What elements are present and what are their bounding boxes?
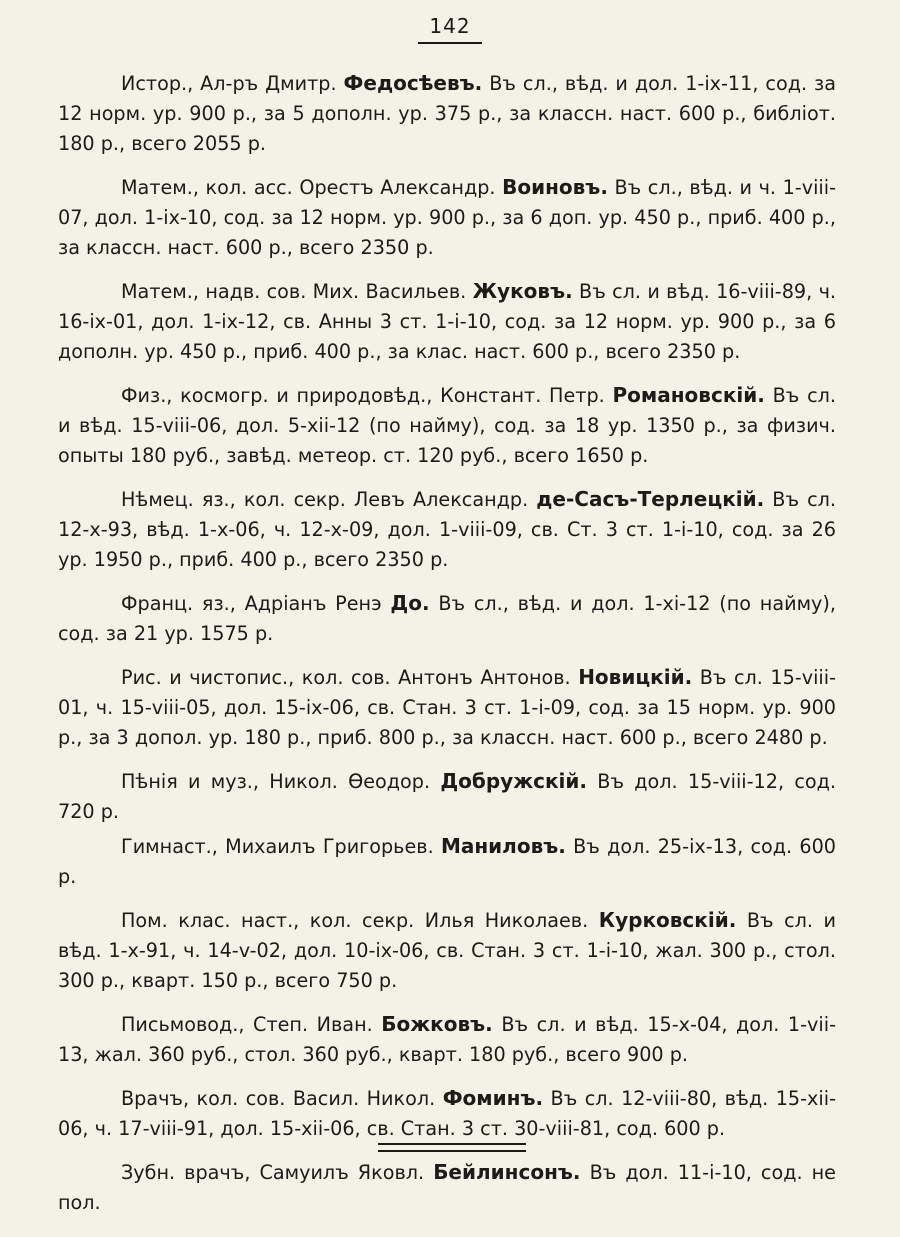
staff-entry: Врачъ, кол. сов. Васил. Никол. Фоминъ. Въ сл. 12-viii-80, вѣд. 15-xii-06, ч. 17-viii-91, дол. 15-xii-06, св. Стан. 3 ст. 30-viii-81, сод. 600 р. (58, 1086, 836, 1140)
staff-surname: Воиновъ. (502, 175, 608, 199)
staff-entry: Физ., космогр. и природовѣд., Констант. Петр. Романовскій. Въ сл. и вѣд. 15-viii-06, дол. 5-xii-12 (по найму), сод. за 18 ур. 1350 р., за физич. опыты 180 руб., завѣд. метеор. ст. 120 руб., всего 1650 р. (58, 383, 836, 467)
staff-surname: Жуковъ. (472, 279, 573, 303)
staff-surname: Бейлинсонъ. (433, 1160, 581, 1184)
staff-surname: Божковъ. (381, 1012, 493, 1036)
staff-surname: До. (390, 591, 430, 615)
page-number: 142 (429, 14, 471, 38)
staff-list (58, 68, 836, 1237)
staff-entry: Зубн. врачъ, Самуилъ Яковл. Бейлинсонъ. Въ дол. 11-i-10, сод. не пол. (58, 1160, 836, 1214)
staff-entry: Гимнаст., Михаилъ Григорьев. Маниловъ. Въ дол. 25-ix-13, сод. 600 р. (58, 834, 836, 888)
staff-entry: Матем., кол. асс. Орестъ Александр. Воиновъ. Въ сл., вѣд. и ч. 1-viii-07, дол. 1-ix-10, сод. за 12 норм. ур. 900 р., за 6 доп. ур. 450 р., приб. 400 р., за классн. наст. 600 р., всего 2350 р. (58, 175, 837, 259)
staff-surname: Добружскій. (440, 769, 588, 793)
staff-entry: Истор., Ал-ръ Дмитр. Федосѣевъ. Въ сл., вѣд. и дол. 1-ix-11, сод. за 12 норм. ур. 900 р., за 5 дополн. ур. 375 р., за классн. наст. 600 р., библіот. 180 р., всего 2055 р. (58, 71, 836, 155)
staff-entry: Нѣмец. яз., кол. секр. Левъ Александр. де-Сасъ-Терлецкій. Въ сл. 12-x-93, вѣд. 1-x-06, ч. 12-x-09, дол. 1-viii-09, св. Ст. 3 ст. 1-i-10, сод. за 26 ур. 1950 р., приб. 400 р., всего 2350 р. (58, 487, 836, 571)
staff-entry: Письмовод., Степ. Иван. Божковъ. Въ сл. и вѣд. 15-x-04, дол. 1-vii-13, жал. 360 руб., стол. 360 руб., кварт. 180 руб., всего 900 р. (58, 1012, 836, 1066)
end-double-rule (378, 1143, 526, 1152)
staff-surname: Романовскій. (612, 383, 765, 407)
staff-surname: Курковскій. (598, 908, 737, 932)
staff-surname: Федосѣевъ. (343, 71, 483, 95)
staff-surname: Маниловъ. (440, 834, 566, 858)
staff-surname: Новицкій. (578, 665, 693, 689)
staff-surname: де-Сасъ-Терлецкій. (536, 487, 765, 511)
staff-surname: Фоминъ. (442, 1086, 544, 1110)
staff-entry: Пом. клас. наст., кол. секр. Илья Николаев. Курковскій. Въ сл. и вѣд. 1-x-91, ч. 14-v-02, дол. 10-ix-06, св. Стан. 3 ст. 1-i-10, жал. 300 р., стол. 300 р., кварт. 150 р., всего 750 р. (58, 908, 837, 992)
staff-entry: Пѣнія и муз., Никол. Ѳеодор. Добружскій. Въ дол. 15-viii-12, сод. 720 р. (58, 769, 836, 823)
page-number-underline (418, 42, 482, 44)
staff-entry: Матем., надв. сов. Мих. Васильев. Жуковъ. Въ сл. и вѣд. 16-viii-89, ч. 16-ix-01, дол. 1-ix-12, св. Анны 3 ст. 1-i-10, сод. за 12 норм. ур. 900 р., за 6 дополн. ур. 450 р., приб. 400 р., за клас. наст. 600 р., всего 2350 р. (58, 279, 837, 363)
staff-entry: Франц. яз., Адріанъ Ренэ До. Въ сл., вѣд. и дол. 1-xi-12 (по найму), сод. за 21 ур. 1575 р. (58, 591, 836, 645)
staff-entry: Рис. и чистопис., кол. сов. Антонъ Антонов. Новицкій. Въ сл. 15-viii-01, ч. 15-viii-05, дол. 15-ix-06, св. Стан. 3 ст. 1-i-09, сод. за 15 норм. ур. 900 р., за 3 допол. ур. 180 р., приб. 800 р., за классн. наст. 600 р., всего 2480 р. (58, 665, 836, 749)
